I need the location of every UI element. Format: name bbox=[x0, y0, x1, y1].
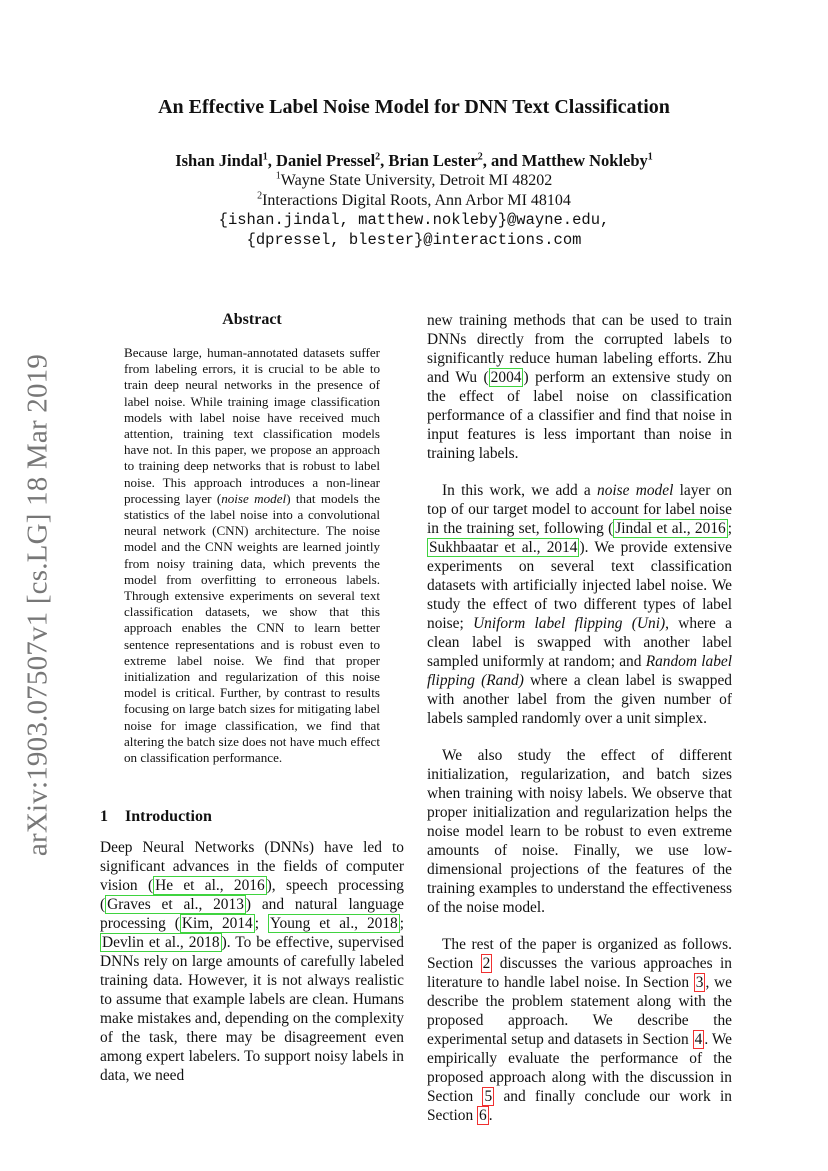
intro-paragraph: In this work, we add a noise model layer on top of our target model to account for label noise in the training set, following ( Jindal et al., 2016 ; Sukhbaatar et al., 2014 ). We provide extensive experiments on several text classification datasets with artificially injected label noise. We study the effect of two different types of label noise; Uniform label flipping (Uni), where a clean label is swapped with another label sampled uniformly at random; and Random label flipping (Rand) where a clean label is swapped with another label from the given number of labels sampled randomly over a unit simplex. bbox=[427, 482, 733, 727]
abstract-body: Because large, human-annotated datasets suffer from labeling errors, it is crucial to be able to train deep neural networks in the presence of label noise. While training image classification models with label noise have received much attention, training text classification models have not. In this paper, we propose an approach to training deep networks that is robust to label noise. This approach introduces a non-linear processing layer (noise model) that models the statistics of the label noise into a convolutional neural network (CNN) architecture. The noise model and the CNN weights are learned jointly from noisy training data, which prevents the model from overfitting to erroneous labels. Through extensive experiments on several text classification datasets, we show that this approach enables the CNN to learn better sentence representations and is robust even to extreme label noise. We find that proper initialization and regularization of this noise model is critical. Further, by contrast to results focusing on large batch sizes for mitigating label noise for image classification, we find that altering the batch size does not have much effect on classification performance. bbox=[124, 345, 381, 766]
arxiv-identifier bbox=[16, 353, 60, 857]
abstract-heading: Abstract bbox=[222, 311, 282, 328]
emphasis: noise model bbox=[221, 490, 287, 506]
citation-link[interactable]: Graves et al., 2013 bbox=[107, 896, 244, 913]
author-name: Matthew Nokleby bbox=[521, 151, 648, 170]
author-name: Daniel Pressel bbox=[276, 151, 376, 170]
intro-paragraph: new training methods that can be used to train DNNs directly from the corrupted labels to significantly reduce human labeling efforts. Zhu and Wu ( 2004 ) perform an extensive study on the effect of label noise on classification performance of a classifier and find that noise in input features is less important than noise in training labels. bbox=[427, 312, 732, 462]
emphasis: noise model bbox=[597, 482, 674, 499]
intro-paragraph: The rest of the paper is organized as follows. Section 2 discusses the various approaches in literature to handle label noise. In Section 3 , we describe the problem statement along with the proposed approach. We describe the experimental setup and datasets in Section 4 . We empirically evaluate the performance of the proposed approach along with the discussion in Section 5 and finally conclude our work in Section 6 . bbox=[427, 936, 733, 1124]
section-reference-link[interactable]: 4 bbox=[694, 1031, 703, 1048]
section-title: Introduction bbox=[125, 808, 212, 825]
affiliation-2 bbox=[0, 192, 828, 210]
author-affiliation-marker: 2 bbox=[477, 151, 483, 163]
author-affiliation-marker: 1 bbox=[647, 151, 653, 163]
email-line-2: {dpressel, blester}@interactions.com bbox=[246, 231, 582, 249]
citation-link[interactable]: Kim, 2014 bbox=[181, 915, 253, 932]
citation-link[interactable]: Devlin et al., 2018 bbox=[102, 934, 220, 951]
email-line-1: {ishan.jindal, matthew.nokleby}@wayne.edu, bbox=[218, 211, 610, 229]
citation-link[interactable]: 2004 bbox=[490, 369, 522, 386]
author-affiliation-marker: 2 bbox=[375, 151, 381, 163]
emphasis: Uniform label flipping (Uni) bbox=[473, 615, 666, 632]
section-heading-introduction bbox=[100, 808, 212, 826]
intro-left-paragraph: Deep Neural Networks (DNNs) have led to significant advances in the fields of computer vision ( He et al., 2016 ), speech processing ( Graves et al., 2013 ) and natural language processing ( Kim, 2014 ; Young et al., 2018 ; Devlin et al., 2018 ). To be effective, supervised DNNs rely on large amounts of carefully labeled training data. However, it is not always realistic to assume that example labels are clean. Humans make mistakes and, depending on the complexity of the task, there may be disagreement even among expert labelers. To support noisy labels in data, we need bbox=[100, 839, 405, 1084]
section-number: 1 bbox=[100, 808, 108, 825]
affiliation-1-marker: 1 bbox=[275, 170, 281, 182]
intro-right-column bbox=[427, 311, 732, 1143]
affiliation-1 bbox=[0, 172, 828, 190]
intro-paragraph: We also study the effect of different initialization, regularization, and batch sizes when training with noisy labels. We observe that proper initialization and regularization helps the noise model learn to be robust to even extreme amounts of noise. Finally, we use low-dimensional projections of the features of the training examples to understand the effectiveness of the noise model. bbox=[427, 747, 732, 916]
emphasis: Random label flipping (Rand) bbox=[427, 653, 733, 689]
arxiv-identifier-text: arXiv:1903.07507v1 [cs.LG] 18 Mar 2019 bbox=[21, 353, 54, 857]
author-name: Brian Lester bbox=[388, 151, 478, 170]
citation-link[interactable]: Young et al., 2018 bbox=[269, 915, 398, 932]
affiliation-1-text: Wayne State University, Detroit MI 48202 bbox=[280, 172, 553, 189]
affiliation-2-marker: 2 bbox=[257, 190, 263, 202]
section-reference-link[interactable]: 6 bbox=[479, 1107, 487, 1124]
citation-link[interactable]: Jindal et al., 2016 bbox=[615, 520, 726, 537]
section-reference-link[interactable]: 3 bbox=[695, 974, 704, 991]
citation-link[interactable]: He et al., 2016 bbox=[155, 877, 265, 894]
citation-link[interactable]: Sukhbaatar et al., 2014 bbox=[429, 539, 578, 556]
section-reference-link[interactable]: 5 bbox=[484, 1088, 493, 1105]
author-name: Ishan Jindal bbox=[175, 151, 263, 170]
author-list: Ishan Jindal$^1$, Daniel Pressel$^2$, Brian Lester$^2$, and Matthew Nokleby$^1$ bbox=[175, 151, 653, 170]
section-reference-link[interactable]: 2 bbox=[482, 955, 491, 972]
affiliation-2-text: Interactions Digital Roots, Ann Arbor MI 48104 bbox=[262, 192, 571, 209]
paper-title: An Effective Label Noise Model for DNN Text Classification bbox=[158, 96, 670, 118]
author-affiliation-marker: 1 bbox=[262, 151, 268, 163]
